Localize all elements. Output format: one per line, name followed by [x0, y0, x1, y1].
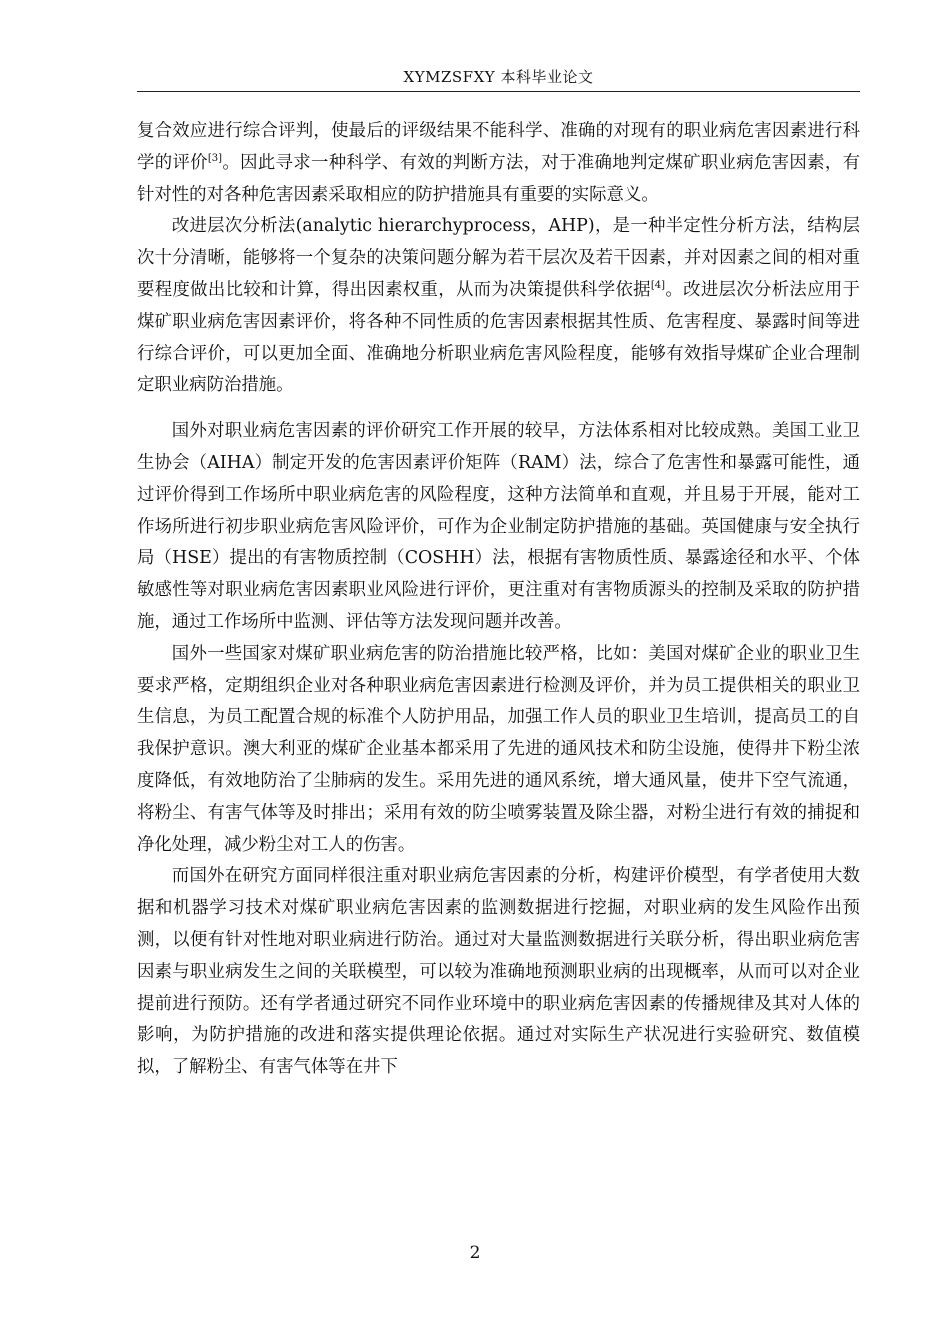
paragraph-3: 国外对职业病危害因素的评价研究工作开展的较早，方法体系相对比较成熟。美国工业卫生协会（AIHA）制定开发的危害因素评价矩阵（RAM）法，综合了危害性和暴露可能性，通过评价得到工作场所中职业病危害的风险程度，这种方法简单和直观，并且易于开展，能对工作场所进行初步职业病危害风险评价，可作为企业制定防护措施的基础。英国健康与安全执行局（HSE）提出的有害物质控制（COSHH）法，根据有害物质性质、暴露途径和水平、个体敏感性等对职业病危害因素职业风险进行评价，更注重对有害物质源头的控制及采取的防护措施，通过工作场所中监测、评估等方法发现问题并改善。: [137, 421, 860, 632]
paragraph-2-text: 改进层次分析法(analytic hierarchyprocess，AHP)，是一种半定性分析方法，结构层次十分清晰，能够将一个复杂的决策问题分解为若干层次及若干因素，并对因素之间的相对重要程度做出比较和计算，得出因素权重，从而为决策提供科学依据: [137, 216, 860, 300]
page-body: [137, 116, 860, 1084]
citation-4: [4]: [650, 280, 666, 292]
paragraph-1-text-cont: 。因此寻求一种科学、有效的判断方法，对于准确地判定煤矿职业病危害因素，有针对性的对各种危害因素采取相应的防护措施具有重要的实际意义。: [137, 152, 860, 205]
header-rule: [137, 91, 860, 92]
paragraph-2: [137, 211, 860, 402]
citation-3: [3]: [207, 153, 223, 164]
paragraph-1: [137, 116, 860, 211]
paragraph-4: 国外一些国家对煤矿职业病危害的防治措施比较严格，比如：美国对煤矿企业的职业卫生要求严格，定期组织企业对各种职业病危害因素进行检测及评价，并为员工提供相关的职业卫生信息，为员工配置合规的标准个人防护用品，加强工作人员的职业卫生培训，提高员工的自我保护意识。澳大利亚的煤矿企业基本都采用了先进的通风技术和防尘设施，使得井下粉尘浓度降低，有效地防治了尘肺病的发生。采用先进的通风系统，增大通风量，使井下空气流通，将粉尘、有害气体等及时排出；采用有效的防尘喷雾装置及除尘器，对粉尘进行有效的捕捉和净化处理，减少粉尘对工人的伤害。: [137, 643, 860, 855]
paragraph-5: 而国外在研究方面同样很注重对职业病危害因素的分析，构建评价模型，有学者使用大数据和机器学习技术对煤矿职业病危害因素的监测数据进行挖掘，对职业病的发生风险作出预测，以便有针对性地对职业病进行防治。通过对大量监测数据进行关联分析，得出职业病危害因素与职业病发生之间的关联模型，可以较为准确地预测职业病的出现概率，从而可以对企业提前进行预防。还有学者通过研究不同作业环境中的职业病危害因素的传播规律及其对人体的影响，为防护措施的改进和落实提供理论依据。通过对实际生产状况进行实验研究、数值模拟，了解粉尘、有害气体等在井下: [137, 866, 860, 1078]
paragraph-1-text: 复合效应进行综合评判，使最后的评级结果不能科学、准确的对现有的职业病危害因素进行科学的评价: [137, 121, 860, 173]
running-header: XYMZSFXY 本科毕业论文: [403, 68, 594, 86]
page-number: 2: [469, 1243, 481, 1263]
paragraph-2-text-cont: 。改进层次分析法应用于煤矿职业病危害因素评价，将各种不同性质的危害因素根据其性质、危害程度、暴露时间等进行综合评价，可以更加全面、准确地分析职业病危害风险程度，能够有效指导煤矿企业合理制定职业病防治措施。: [137, 279, 860, 396]
